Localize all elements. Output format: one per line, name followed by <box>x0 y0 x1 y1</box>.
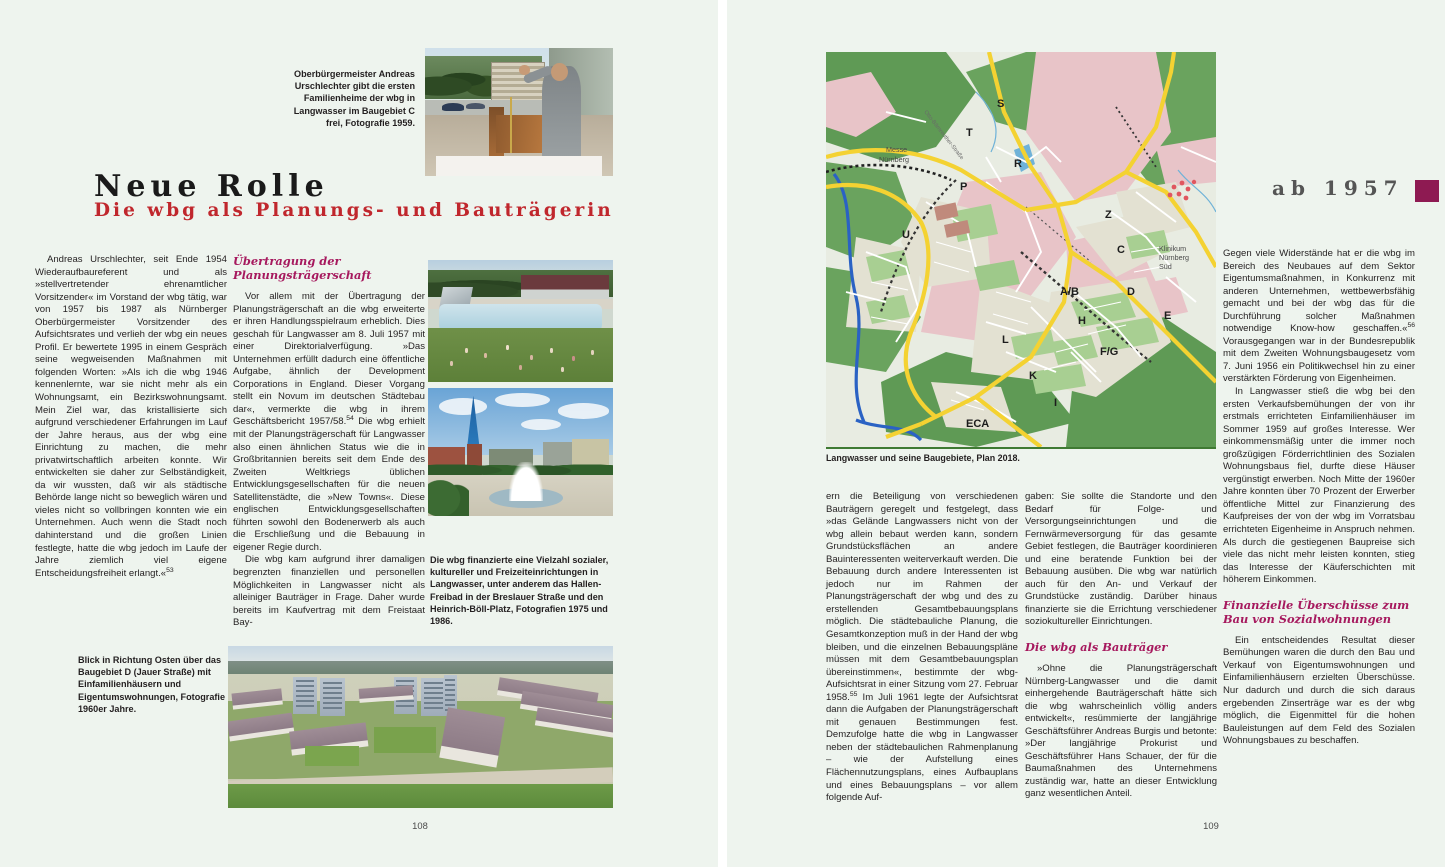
map-area-Z: Z <box>1105 209 1112 221</box>
page-title: Neue Rolle <box>94 169 329 204</box>
map-area-E: E <box>1164 310 1172 322</box>
photo-aerial-baugebiet-d <box>228 646 613 808</box>
caption-map: Langwasser und seine Baugebiete, Plan 2018. <box>826 453 1020 463</box>
map-area-R: R <box>1014 158 1022 170</box>
map-area-U: U <box>902 229 910 241</box>
paragraph: In Langwasser stieß die wbg bei den ersten Verkaufsbemühungen der von ihr erstmals errichteten Einfamilienhäuser im Sommer 1959 auf großes Interesse. Wer einkommensmäßig unter die immer noch großzügigen Förderrichtlinien des Sozialen Wohnungsbaus fiel, durfte diese Häuser vergünstigt erwerben. Noch Mitte der 1960er Jahre konnten über 70 Prozent der Erwerber öffentliche Mittel zur Finanzierung des Kaufpreises der von der wbg im Vorratsbau errichteten Eigenheime in Anspruch nehmen. Als durch die gestiegenen Baupreise sich viele das nicht mehr leisten konnten, stieg das Interesse der Käuferschichten mit höherem Einkommen. <box>1223 386 1415 586</box>
page-left <box>0 0 718 867</box>
folio-left: 108 <box>412 820 428 831</box>
photo-heinrich-boell-platz <box>428 388 613 516</box>
map-area-AB: A/B <box>1060 286 1079 298</box>
section-subheading: Übertragung der Planungsträgerschaft <box>233 254 372 282</box>
era-marker-square <box>1415 180 1439 202</box>
map-area-L: L <box>1002 334 1009 346</box>
map-area-P: P <box>960 181 968 193</box>
page-gutter <box>718 0 727 867</box>
page-subtitle: Die wbg als Planungs- und Bauträgerin <box>94 200 614 221</box>
map-place-messe: Messe <box>886 145 908 154</box>
right-column-1 <box>826 491 1018 805</box>
paragraph: Andreas Urschlechter, seit Ende 1954 Wiederaufbaureferent und als »stellvertretender ehrenamtlicher Vorsitzender« im Vorstand der wbg tätig, war von 1957 bis 1987 als Nürnberger Oberbürgermeister Vorsitzender des Aufsichtsrates und verlieh der wbg ein neues Profil. Er bewertete 1995 in einem Gespräch seine wegweisenden Maßnahmen mit folgenden Worten: »Als ich die wbg 1946 kennenlernte, war sie nicht mehr als ein Wohnungsamt, ein Bezirkswohnungsamt. Mein Ziel war, das kristallisierte sich aufgrund verschiedener Erfahrungen im Lauf der Jahre heraus, aus der wbg eine Einrichtung zu machen, die mehr privatwirtschaftlich arbeiten konnte. Wir entwickelten sie daher zur Selbständigkeit, da wir wussten, daß wir als städtische Behörde lange nicht so beweglich wären und vieles nicht so vollbringen konnten wie ein Unternehmen. Auch wenn die Stadt noch dahinterstand und die großen Linien festlegte, hatte die wbg jedoch im Laufe der Jahre ziemlich viel eigene Entscheidungsfreiheit erlangt.«$^{53}$ <box>35 254 227 579</box>
caption-photo-facilities: Die wbg finanzierte eine Vielzahl sozialer, kultureller und Freizeiteinrichtungen in Langwasser, unter anderem das Hallen-Freibad in der Breslauer Straße und den Heinrich-Böll-Platz, Fotografien 1975 und 1986. <box>430 555 609 627</box>
map-langwasser <box>826 52 1216 449</box>
map-place-klinikum: Klinikum <box>1159 244 1187 253</box>
map-area-C: C <box>1117 244 1125 256</box>
paragraph: Die wbg kam aufgrund ihrer damaligen begrenzten finanziellen und personellen Möglichkeiten in Langwasser nicht als alleiniger Bauträger in Frage. Daher wurde bereits im Kaufvertrag mit dem Freistaat Bay- <box>233 554 425 629</box>
footnote-ref: 55 <box>849 690 858 698</box>
left-column-2 <box>233 254 425 630</box>
right-column-3 <box>1223 248 1415 748</box>
caption-photo-aerial: Blick in Richtung Osten über das Baugebiet D (Jauer Straße) mit Einfamilienhäusern und Eigentumswohnungen, Fotografie 1960er Jahre. <box>78 655 226 714</box>
caption-photo-mayor: Oberbürgermeister Andreas Urschlechter gibt die ersten Familienheime der wbg in Langwasser im Baugebiet C frei, Fotografie 1959. <box>293 69 415 128</box>
footnote-ref: 56 <box>1407 322 1415 330</box>
map-area-I: I <box>1054 397 1058 409</box>
folio-right: 109 <box>1203 820 1219 831</box>
map-area-ECA: ECA <box>966 418 990 430</box>
page-right <box>727 0 1445 867</box>
photo-open-air-pool <box>428 260 613 382</box>
footnote-ref: 53 <box>166 566 174 574</box>
map-area-D: D <box>1127 286 1135 298</box>
section-subheading: Die wbg als Bauträger <box>1025 640 1168 655</box>
map-graphic <box>826 52 1216 447</box>
right-column-2 <box>1025 491 1217 801</box>
paragraph: gaben: Sie sollte die Standorte und den Bedarf für Folge- und Versorgungseinrichtungen und die Fernwärmeversorgung für das gesamte Gebiet festlegen, die Bauträger koordinieren und eine beratende Funktion bei der Bebauung ausüben. Die wbg war natürlich auch für den An- und Verkauf der Grundstücke zuständig. Darüber hinaus finanzierte sie die Errichtung verschiedener soziokultureller Einrichtungen. <box>1025 491 1217 628</box>
map-area-K: K <box>1029 370 1037 382</box>
map-place-klinikum3: Süd <box>1159 262 1172 271</box>
paragraph: Vor allem mit der Übertragung der Planungsträgerschaft an die wbg erweiterte er ihren Handlungsspielraum erheblich. Dies geschah für Langwasser am 8. Juli 1957 mit einer Direktorialverfügung. »Das Unternehmen erfüllt dadurch eine öffentliche Aufgabe, ähnlich der Development Corporations in England. Dieser Vorgang stellt ein Novum im deutschen Städtebau dar«, vermerkte die wbg in ihrem Geschäftsbericht 1957/58.54 Die wbg erhielt mit der Planungsträgerschaft für Langwasser also einen ähnlichen Status wie die in Großbritannien bereits seit dem Ende des Zweiten Weltkriegs üblichen Entwicklungsgesellschaften für die neuen Satellitenstädte, die »New Towns«. Diese englischen Entwicklungsgesellschaften führten sowohl den Bodenerwerb als auch die Erschließung und die Bebauung in eigener Regie durch. <box>233 291 425 553</box>
map-street-label: Otto-Bärnreuther-Straße <box>922 109 965 162</box>
paragraph: »Ohne die Planungsträgerschaft Nürnberg-Langwasser und die damit einhergehende Bauträgerschaft hätte sich die wbg wahrscheinlich völlig anders entwickelt«, resümmierte der langjährige Geschäftsführer Andreas Burgis und betonte: »Der langjährige Prokurist und Geschäftsführer Hans Schauer, der für die Baumaßnahmen des Unternehmens zuständig war, hatte an dieser Entwicklung ganz wesentlichen Anteil. <box>1025 663 1217 800</box>
paragraph: Gegen viele Widerstände hat er die wbg im Bereich des Neubaues auf dem Sektor Eigentumsmaßnahmen, in Konkurrenz mit anderen Unternehmen, wettbewerbsfähig gemacht und bei der wbg das für die Durchführung solcher Maßnahmen notwendige Know-how geschaffen.«$^{56}$ Vorausgegangen war in der Bundesrepublik mit dem Zweiten Wohnungsbaugesetz vom 7. Juni 1956 ein Politikwechsel hin zu einer verstärkten Förderung von Eigenheimen. <box>1223 248 1415 385</box>
map-area-H: H <box>1078 315 1086 327</box>
map-area-T: T <box>966 127 973 139</box>
map-area-FG: F/G <box>1100 346 1119 358</box>
footnote-ref: 54 <box>346 415 354 423</box>
paragraph: ern die Beteiligung von verschiedenen Bauträgern geregelt und festgelegt, dass »das Gelände Langwassers nicht von der wbg allein bebaut werden kann, sondern Grundstücksflächen an andere Bauinteressenten weiterverkauft werden. Die Bebauung durch andere Interessenten ist jedoch nur im Rahmen der Planungsträgerschaft der wbg und des zu erstellenden Gesamtbebauungsplans möglich. Die städtebauliche Planung, die Gesamtkonzeption muß in der Hand der wbg bleiben, und die einzelnen Bebauungspläne müssen mit dem Gesamtbebauungsplan übereinstimmen«, bestimmte der wbg-Aufsichtsrat in einer Sitzung vom 27. Februar 1958.55 Im Juli 1961 legte der Aufsichtsrat dann die Aufgaben der Planungsträgerschaft mit genauen Bestimmungen fest. Demzufolge hatte die wbg in Langwasser neben der städtebaulichen Rahmenplanung – wie der Aufstellung eines Flächennutzungsplans, eines Aufbauplans und eines Bebauungsplans – vor allem folgende Auf- <box>826 491 1018 804</box>
map-place-klinikum2: Nürnberg <box>1159 253 1189 262</box>
paragraph: Ein entscheidendes Resultat dieser Bemühungen waren die durch den Bau und Verkauf von Eigentumswohnungen und Einfamilienhäusern erzielten Überschüsse. Nur dadurch und durch die sich daraus ergebenden Zinserträge war es der wbg möglich, die Eigenmittel für die hohen Bauleistungen auf dem Feld des Sozialen Wohnungsbaues zu beschaffen. <box>1223 634 1415 747</box>
map-area-S: S <box>997 98 1005 110</box>
era-label: ab 1957 <box>1272 176 1404 200</box>
left-column-1 <box>35 254 227 580</box>
map-place-messe2: Nürnberg <box>879 155 909 164</box>
photo-mayor-at-lectern <box>425 48 613 176</box>
section-subheading: Finanzielle Überschüsse zum Bau von Sozialwohnungen <box>1223 597 1410 626</box>
